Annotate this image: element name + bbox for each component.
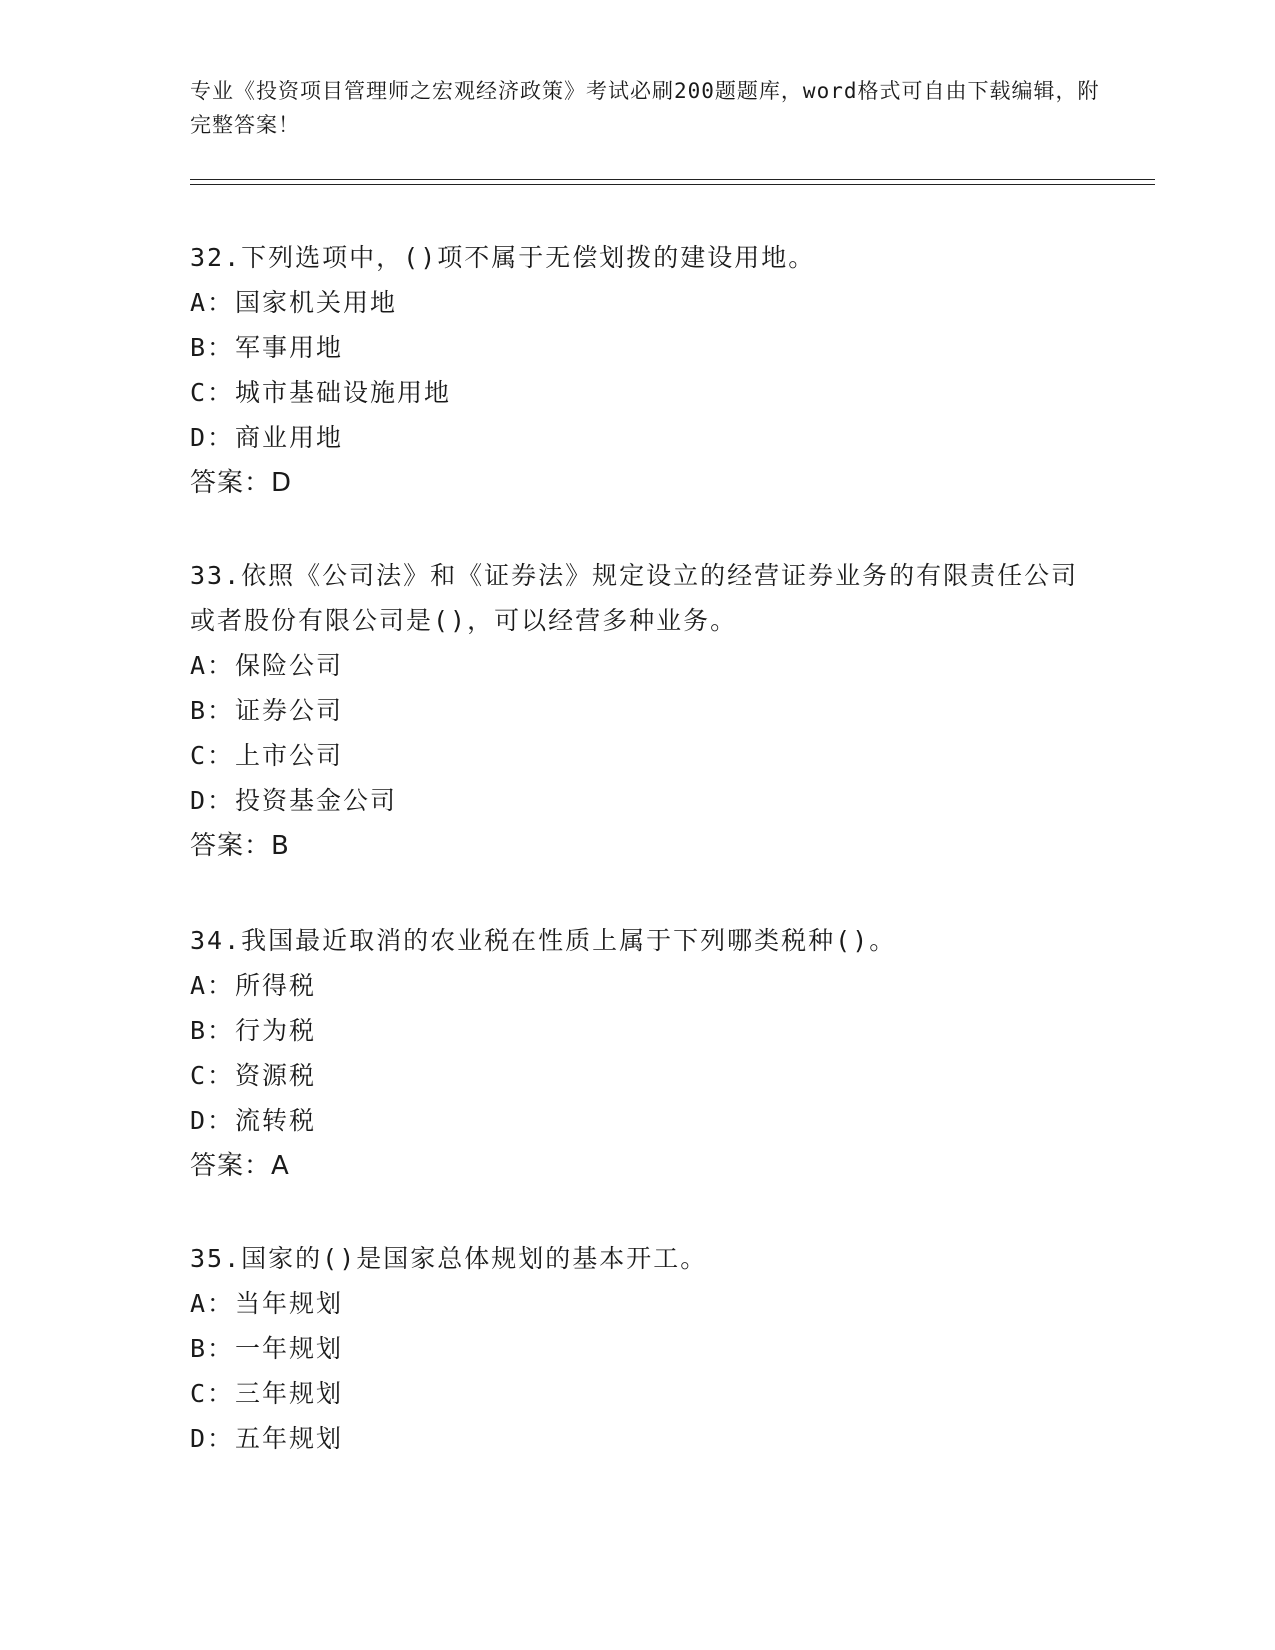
- option-c: [190, 1371, 1090, 1416]
- option-c: [190, 1053, 1090, 1098]
- option-d: [190, 1416, 1090, 1461]
- document-header: 专业《投资项目管理师之宏观经济政策》考试必刷200题题库，word格式可自由下载编辑，附完整答案！: [190, 79, 1100, 137]
- option-text: 城市基础设施用地: [235, 378, 452, 407]
- option-key: C：: [190, 741, 235, 770]
- answer: 答案：D: [190, 468, 293, 498]
- option-text: 上市公司: [235, 741, 344, 770]
- option-key: A：: [190, 1289, 235, 1318]
- option-a: [190, 280, 1090, 325]
- option-text: 当年规划: [235, 1289, 344, 1318]
- option-key: D：: [190, 786, 235, 815]
- option-text: 流转税: [235, 1106, 317, 1135]
- header-divider-bottom: [190, 184, 1155, 185]
- option-text: 证券公司: [235, 696, 344, 725]
- question-stem: 34.我国最近取消的农业税在性质上属于下列哪类税种()。: [190, 926, 897, 955]
- answer: 答案：A: [190, 1151, 290, 1181]
- question-stem: 33.依照《公司法》和《证券法》规定设立的经营证券业务的有限责任公司或者股份有限公司是()，可以经营多种业务。: [190, 561, 1079, 635]
- option-key: C：: [190, 1379, 235, 1408]
- option-key: C：: [190, 378, 235, 407]
- option-key: A：: [190, 971, 235, 1000]
- option-b: [190, 688, 1090, 733]
- question-stem: 32.下列选项中，()项不属于无偿划拨的建设用地。: [190, 243, 816, 272]
- option-key: A：: [190, 288, 235, 317]
- option-key: D：: [190, 423, 235, 452]
- option-c: [190, 733, 1090, 778]
- option-text: 五年规划: [235, 1424, 344, 1453]
- question-33: [190, 553, 1090, 869]
- option-b: [190, 1008, 1090, 1053]
- option-key: D：: [190, 1106, 235, 1135]
- option-text: 一年规划: [235, 1334, 344, 1363]
- option-key: B：: [190, 1016, 235, 1045]
- option-key: A：: [190, 651, 235, 680]
- option-text: 投资基金公司: [235, 786, 398, 815]
- question-32: [190, 235, 1090, 506]
- option-b: [190, 1326, 1090, 1371]
- option-d: [190, 415, 1090, 460]
- option-c: [190, 370, 1090, 415]
- option-text: 行为税: [235, 1016, 317, 1045]
- option-key: B：: [190, 696, 235, 725]
- option-text: 三年规划: [235, 1379, 344, 1408]
- option-text: 保险公司: [235, 651, 344, 680]
- option-text: 资源税: [235, 1061, 317, 1090]
- header-divider-top: [190, 179, 1155, 180]
- question-stem: 35.国家的()是国家总体规划的基本开工。: [190, 1244, 708, 1273]
- option-key: C：: [190, 1061, 235, 1090]
- option-key: B：: [190, 333, 235, 362]
- option-text: 国家机关用地: [235, 288, 398, 317]
- option-a: [190, 963, 1090, 1008]
- option-b: [190, 325, 1090, 370]
- option-a: [190, 643, 1090, 688]
- option-d: [190, 1098, 1090, 1143]
- option-key: B：: [190, 1334, 235, 1363]
- option-text: 商业用地: [235, 423, 344, 452]
- question-35: [190, 1236, 1090, 1461]
- option-key: D：: [190, 1424, 235, 1453]
- answer: 答案：B: [190, 831, 290, 861]
- option-d: [190, 778, 1090, 823]
- option-a: [190, 1281, 1090, 1326]
- option-text: 军事用地: [235, 333, 344, 362]
- question-34: [190, 918, 1090, 1189]
- option-text: 所得税: [235, 971, 317, 1000]
